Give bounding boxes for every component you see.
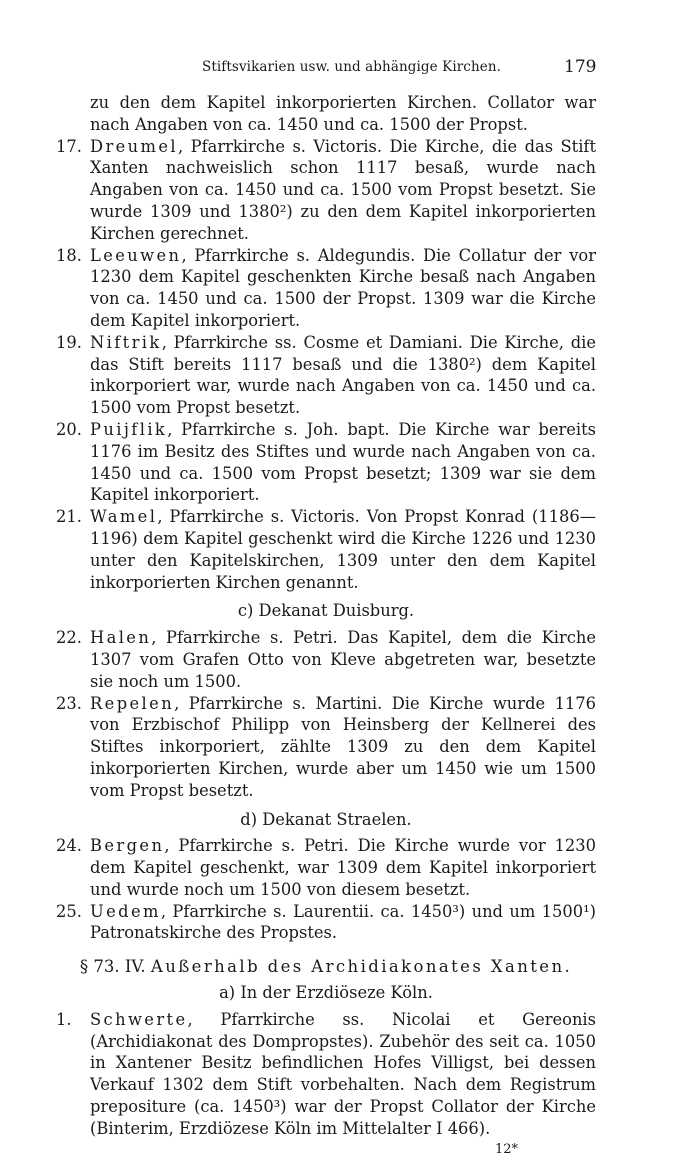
entry-list-b — [56, 136, 596, 594]
entry-place-name: Bergen — [90, 836, 165, 856]
entry-text — [90, 835, 596, 900]
list-item — [56, 627, 596, 692]
list-item — [56, 332, 596, 419]
entry-place-name: Repelen — [90, 693, 175, 713]
page-body — [56, 92, 596, 1157]
entry-number: 22. — [56, 628, 82, 648]
list-item — [56, 506, 596, 593]
list-item — [56, 835, 596, 900]
entry-body: , Pfarrkirche s. Aldegundis. Die Collatur der vor 1230 dem Kapitel geschenkten Kirche besaß nach Angaben von ca. 1450 und ca. 1500 der Propst. 1309 war die Kirche dem Kapitel inkorporiert. — [90, 245, 596, 330]
subheading-dekanat-duisburg: c) Dekanat Duisburg. — [237, 601, 415, 621]
entry-text — [90, 419, 596, 506]
entry-place-name: Halen — [90, 628, 152, 648]
entry-body: , Pfarrkirche s. Victoris. Von Propst Konrad (1186—1196) dem Kapitel geschenkt wird die Kirche 1226 und 1230 unter den Kapitelskirchen, 1309 unter den dem Kapitel inkorporierten Kirchen genannt. — [90, 507, 596, 592]
entry-body: , Pfarrkirche s. Laurentii. ca. 1450³) und um 1500¹) Patronatskirche des Propstes. — [90, 901, 596, 943]
list-item — [56, 136, 596, 245]
entry-number: 23. — [56, 693, 82, 713]
page-number: 179 — [564, 57, 597, 77]
entry-number: 19. — [56, 332, 82, 352]
entry-number: 1. — [56, 1009, 72, 1029]
entry-list-a — [56, 1009, 596, 1140]
list-item — [56, 901, 596, 945]
running-head — [0, 57, 700, 79]
entry-text — [90, 693, 596, 802]
entry-number: 17. — [56, 136, 82, 156]
entry-text — [90, 506, 596, 593]
signature-mark: 12* — [494, 1141, 518, 1157]
entry-list-c — [56, 627, 596, 801]
entry-body: , Pfarrkirche s. Martini. Die Kirche wurde 1176 von Erzbischof Philipp von Heinsberg der Kellnerei des Stiftes inkorporiert, zählte 1309 zu den dem Kapitel inkorporierten Kirchen, wurde aber um 1450 wie um 1500 vom Propst besetzt. — [90, 693, 596, 800]
entry-place-name: Leeuwen — [90, 245, 182, 265]
entry-number: 21. — [56, 507, 82, 527]
subheading-dekanat-straelen: d) Dekanat Straelen. — [240, 809, 412, 829]
section-title: Außerhalb des Archidiakonates Xanten. — [150, 957, 573, 977]
entry-place-name: Wamel — [90, 507, 158, 527]
entry-body: , Pfarrkirche s. Joh. bapt. Die Kirche war bereits 1176 im Besitz des Stiftes und wurde nach Angaben von ca. 1450 und ca. 1500 vom Propst besetzt; 1309 war sie dem Kapitel inkorporiert. — [90, 419, 596, 505]
entry-list-d — [56, 835, 596, 944]
entry-place-name: Dreumel — [90, 136, 179, 156]
entry-body: , Pfarrkirche ss. Nicolai et Gereonis (Archidiakonat des Dompropstes). Zubehör des seit ca. 1050 in Xantener Besitz befindlichen Hofes Villigst, bei dessen Verkauf 1302 dem Stift vorbehalten. Nach dem Registrum prepositure (ca. 1450³) war der Propst Collator der Kirche (Binterim, Erzdiözese Köln im Mittelalter I 466). — [90, 1009, 596, 1138]
entry-place-name: Niftrik — [90, 332, 162, 352]
list-item — [56, 419, 596, 506]
entry-body: , Pfarrkirche s. Victoris. Die Kirche, die das Stift Xanten nachweislich schon 1117 besaß, wurde nach Angaben von ca. 1450 und ca. 1500 vom Propst besetzt. Sie wurde 1309 und 1380²) zu den dem Kapitel inkorporierten Kirchen gerechnet. — [90, 136, 596, 243]
list-item — [56, 245, 596, 332]
continuation-paragraph: zu den dem Kapitel inkorporierten Kirchen. Collator war nach Angaben von ca. 1450 und ca. 1500 der Propst. — [90, 93, 596, 134]
entry-body: , Pfarrkirche ss. Cosme et Damiani. Die Kirche, die das Stift bereits 1117 besaß und die 1380²) dem Kapitel inkorporiert war, wurde nach Angaben von ca. 1450 und ca. 1500 vom Propst besetzt. — [90, 332, 596, 418]
entry-number: 24. — [56, 836, 82, 856]
entry-place-name: Schwerte — [90, 1009, 188, 1029]
entry-text — [90, 245, 596, 332]
entry-number: 20. — [56, 419, 82, 439]
list-item — [56, 1009, 596, 1140]
entry-text — [90, 627, 596, 692]
entry-body: , Pfarrkirche s. Petri. Das Kapitel, dem die Kirche 1307 vom Grafen Otto von Kleve abgetreten war, besetzte sie noch um 1500. — [90, 628, 596, 691]
entry-text — [90, 1009, 596, 1140]
section-heading — [56, 956, 596, 978]
section-prefix: § 73. IV. — [79, 957, 146, 977]
subheading-erzdioezese-koeln: a) In der Erzdiöseze Köln. — [219, 983, 433, 1003]
list-item — [56, 693, 596, 802]
entry-text — [90, 136, 596, 245]
entry-place-name: Uedem — [90, 901, 161, 921]
entry-place-name: Puijflik — [90, 419, 168, 439]
entry-number: 18. — [56, 245, 82, 265]
entry-text — [90, 332, 596, 419]
entry-body: , Pfarrkirche s. Petri. Die Kirche wurde vor 1230 dem Kapitel geschenkt, war 1309 dem Kapitel inkorporiert und wurde noch um 1500 von diesem besetzt. — [90, 836, 596, 899]
running-title: Stiftsvikarien usw. und abhängige Kirchen. — [202, 59, 502, 75]
entry-text — [90, 901, 596, 945]
entry-number: 25. — [56, 901, 82, 921]
